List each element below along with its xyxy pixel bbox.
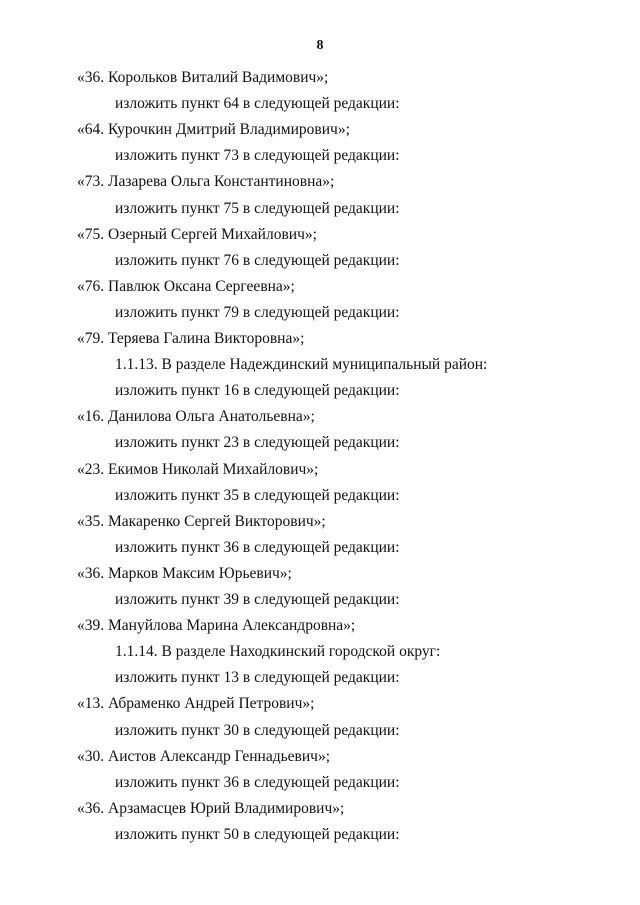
text-line: изложить пункт 76 в следующей редакции:: [115, 251, 400, 269]
text-line: «16. Данилова Ольга Анатольевна»;: [77, 408, 315, 426]
text-line: «79. Теряева Галина Викторовна»;: [77, 330, 305, 347]
text-line: изложить пункт 23 в следующей редакции:: [115, 434, 400, 452]
text-line: изложить пункт 79 в следующей редакции:: [115, 303, 400, 321]
text-line: изложить пункт 36 в следующей редакции:: [115, 773, 400, 791]
text-line: «35. Макаренко Сергей Викторович»;: [77, 512, 326, 530]
text-line: изложить пункт 30 в следующей редакции:: [115, 721, 400, 739]
text-line: «36. Корольков Виталий Вадимович»;: [77, 69, 329, 86]
text-line: «23. Екимов Николай Михайлович»;: [77, 460, 319, 478]
text-line: «36. Арзамасцев Юрий Владимирович»;: [77, 799, 345, 817]
text-line: изложить пункт 50 в следующей редакции:: [115, 825, 400, 843]
text-line: изложить пункт 73 в следующей редакции:: [115, 147, 400, 165]
text-line: «76. Павлюк Оксана Сергеевна»;: [77, 277, 295, 295]
text-line: «30. Аистов Александр Геннадьевич»;: [77, 747, 331, 765]
text-line: «39. Мануйлова Марина Александровна»;: [77, 617, 356, 635]
text-line: изложить пункт 75 в следующей редакции:: [115, 199, 400, 217]
text-line: изложить пункт 35 в следующей редакции:: [115, 486, 400, 504]
text-line: изложить пункт 36 в следующей редакции:: [115, 538, 400, 556]
text-line: изложить пункт 13 в следующей редакции:: [115, 669, 400, 687]
text-line: изложить пункт 16 в следующей редакции:: [115, 382, 400, 400]
section-heading: 1.1.14. В разделе Находкинский городской округ:: [115, 643, 441, 661]
text-line: «75. Озерный Сергей Михайлович»;: [77, 225, 317, 243]
text-line: изложить пункт 39 в следующей редакции:: [115, 591, 400, 608]
text-line: «36. Марков Максим Юрьевич»;: [77, 564, 292, 582]
text-line: изложить пункт 64 в следующей редакции:: [115, 95, 400, 113]
text-line: «13. Абраменко Андрей Петрович»;: [77, 695, 315, 713]
page-number: 8: [316, 38, 324, 53]
section-heading: 1.1.13. В разделе Надеждинский муниципальный район:: [115, 356, 488, 374]
text-line: «73. Лазарева Ольга Константиновна»;: [77, 173, 335, 191]
text-line: «64. Курочкин Дмитрий Владимирович»;: [77, 121, 350, 139]
